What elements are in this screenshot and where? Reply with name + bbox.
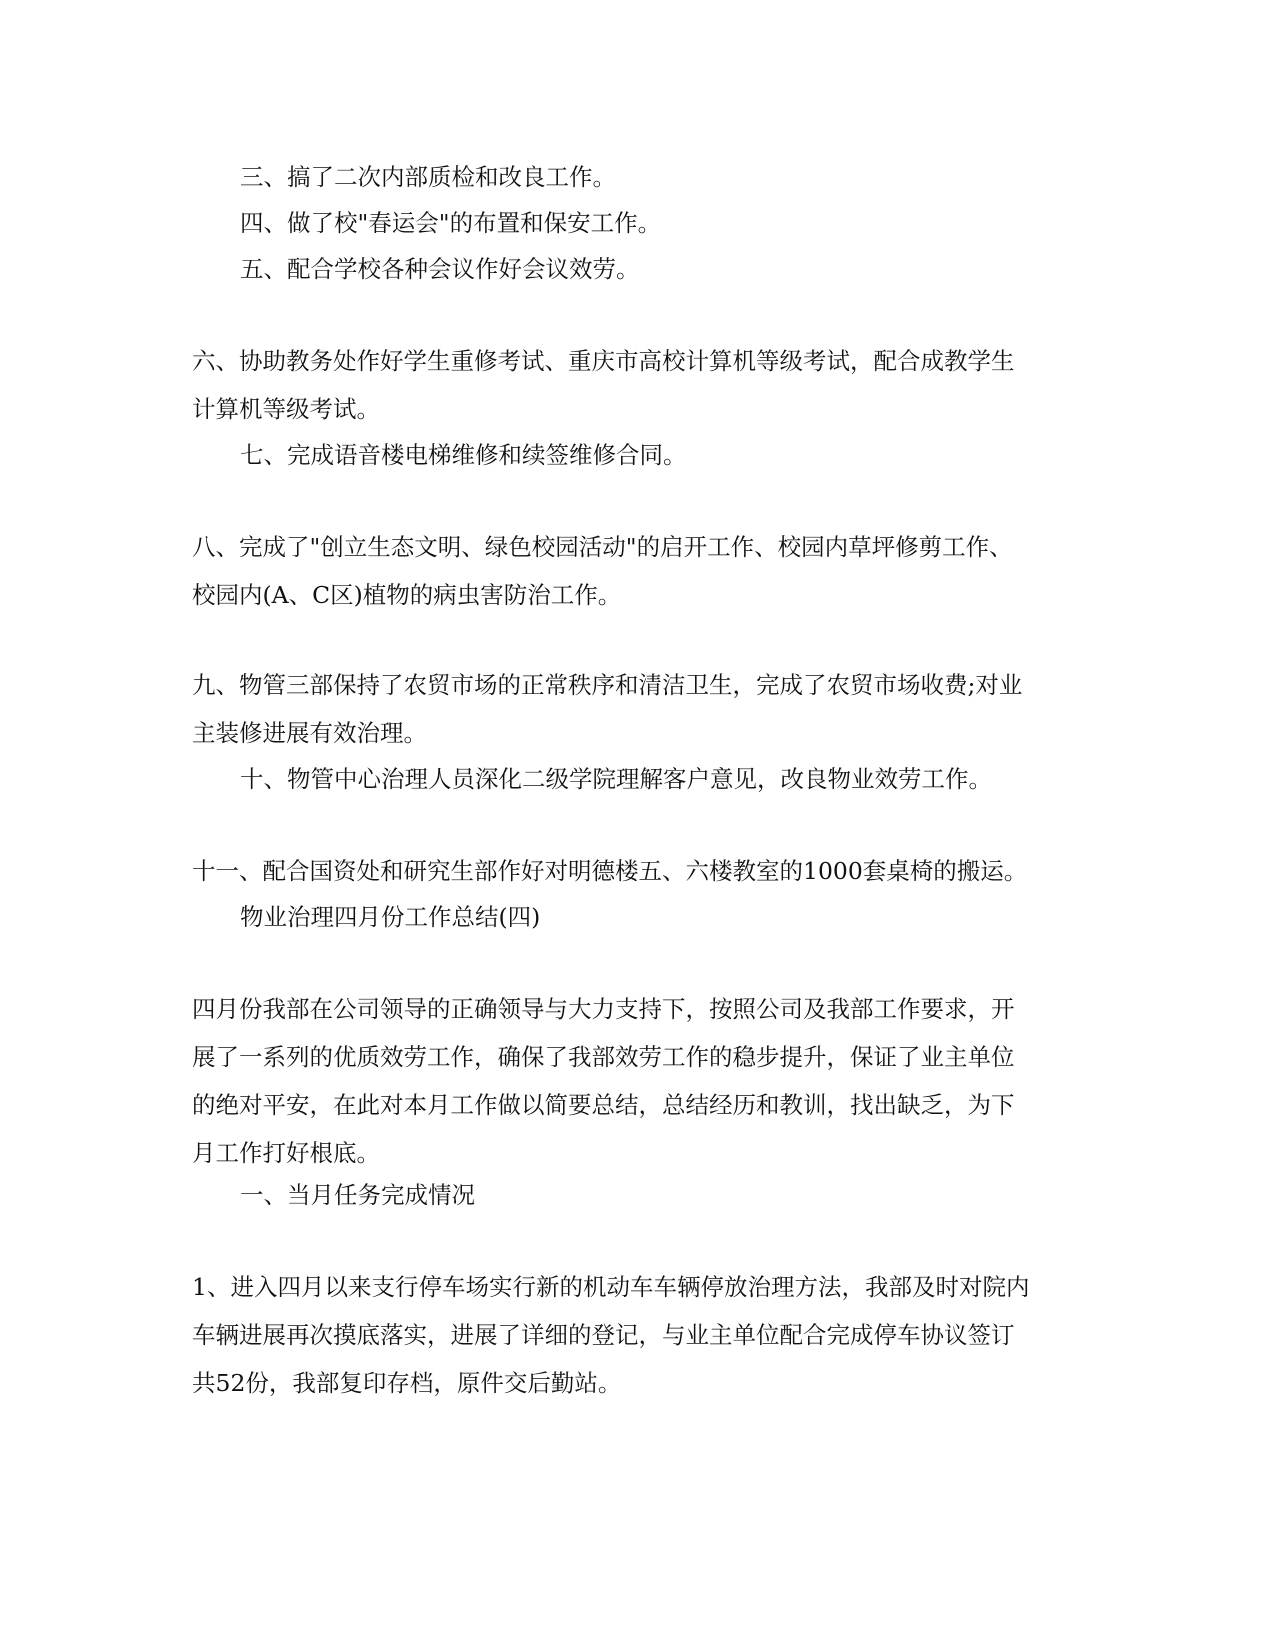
paragraph-item-8 (192, 523, 1072, 619)
paragraph-line: 的绝对平安，在此对本月工作做以简要总结，总结经历和教训，找出缺乏，为下 (192, 1091, 1015, 1119)
paragraph-line: 共52份，我部复印存档，原件交后勤站。 (192, 1369, 622, 1397)
task-paragraph-1 (192, 1263, 1072, 1407)
paragraph-item-7 (192, 431, 1072, 479)
paragraph-item-4 (192, 199, 1072, 247)
paragraph-line: 月工作打好根底。 (192, 1139, 380, 1167)
paragraph-line: 三、搞了二次内部质检和改良工作。 (240, 163, 616, 191)
paragraph-line: 六、协助教务处作好学生重修考试、重庆市高校计算机等级考试，配合成教学生 (192, 347, 1015, 375)
section-heading (192, 893, 1072, 941)
paragraph-item-3 (192, 153, 1072, 201)
paragraph-line: 四月份我部在公司领导的正确领导与大力支持下，按照公司及我部工作要求，开 (192, 995, 1015, 1023)
paragraph-line: 1、进入四月以来支行停车场实行新的机动车车辆停放治理方法，我部及时对院内 (192, 1273, 1030, 1301)
paragraph-item-6 (192, 337, 1072, 433)
paragraph-line: 十一、配合国资处和研究生部作好对明德楼五、六楼教室的1000套桌椅的搬运。 (192, 857, 1028, 885)
paragraph-line: 展了一系列的优质效劳工作，确保了我部效劳工作的稳步提升，保证了业主单位 (192, 1043, 1015, 1071)
paragraph-line: 九、物管三部保持了农贸市场的正常秩序和清洁卫生，完成了农贸市场收费;对业 (192, 671, 1023, 699)
paragraph-line: 计算机等级考试。 (192, 395, 380, 423)
paragraph-line: 校园内(A、C区)植物的病虫害防治工作。 (192, 581, 622, 609)
section-heading-text: 物业治理四月份工作总结(四) (240, 903, 541, 931)
paragraph-line: 七、完成语音楼电梯维修和续签维修合同。 (240, 441, 687, 469)
subsection-heading-text: 一、当月任务完成情况 (240, 1181, 475, 1209)
summary-paragraph (192, 985, 1072, 1177)
paragraph-item-11 (192, 847, 1072, 895)
paragraph-line: 八、完成了"创立生态文明、绿色校园活动"的启开工作、校园内草坪修剪工作、 (192, 533, 1013, 561)
paragraph-line: 车辆进展再次摸底落实，进展了详细的登记，与业主单位配合完成停车协议签订 (192, 1321, 1015, 1349)
paragraph-item-10 (192, 755, 1072, 803)
paragraph-line: 十、物管中心治理人员深化二级学院理解客户意见，改良物业效劳工作。 (240, 765, 992, 793)
subsection-heading (192, 1171, 1072, 1219)
paragraph-item-5 (192, 245, 1072, 293)
paragraph-line: 五、配合学校各种会议作好会议效劳。 (240, 255, 640, 283)
paragraph-item-9 (192, 661, 1072, 757)
paragraph-line: 主装修进展有效治理。 (192, 719, 427, 747)
paragraph-line: 四、做了校"春运会"的布置和保安工作。 (240, 209, 662, 237)
